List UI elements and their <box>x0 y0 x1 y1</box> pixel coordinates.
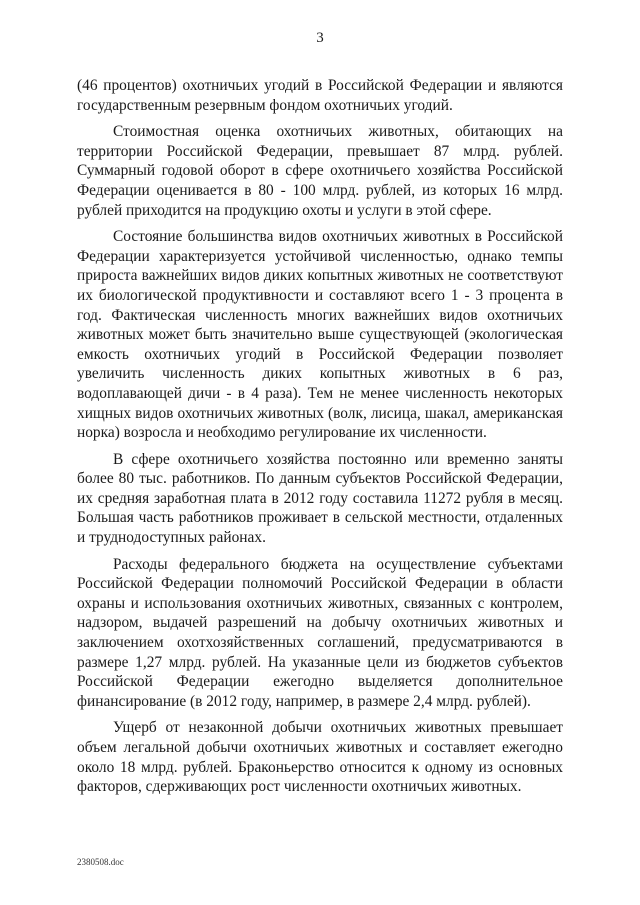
paragraph-continuation: (46 процентов) охотничьих угодий в Российской Федерации и являются государственным резервным фондом охотничьих угодий. <box>77 77 563 114</box>
paragraph-budget-expenses: Расходы федерального бюджета на осуществление субъектами Российской Федерации полномочий Российской Федерации в области охраны и использования охотничьих животных, связанных с контролем, надзором, выдачей разрешений на добычу охотничьих животных и заключением охотхозяйственных соглашений, предусматриваются в размере 1,27 млрд. рублей. На указанные цели из бюджетов субъектов Российской Федерации ежегодно выделяется дополнительное финансирование (в 2012 году, например, в размере 2,4 млрд. рублей). <box>77 555 563 710</box>
paragraph-poaching-damage: Ущерб от незаконной добычи охотничьих животных превышает объем легальной добычи охотничьих животных и составляет ежегодно около 18 млрд. рублей. Браконьерство относится к одному из основных факторов, сдерживающих рост численности охотничьих животных. <box>77 719 563 796</box>
page-number: 3 <box>316 30 324 46</box>
paragraph-valuation: Стоимостная оценка охотничьих животных, обитающих на территории Российской Федерации, превышает 87 млрд. рублей. Суммарный годовой оборот в сфере охотничьего хозяйства Российской Федерации оценивается в 80 - 100 млрд. рублей, из которых 16 млрд. рублей приходится на продукцию охоты и услуги в этой сфере. <box>77 123 563 219</box>
paragraph-employment: В сфере охотничьего хозяйства постоянно или временно заняты более 80 тыс. работников. По данным субъектов Российской Федерации, их средняя заработная плата в 2012 году составила 11272 рубля в месяц. Большая часть работников проживает в сельской местности, отдаленных и труднодоступных районах. <box>77 450 563 547</box>
document-filename: 2380508.doc <box>77 857 124 867</box>
paragraph-population-state: Состояние большинства видов охотничьих животных в Российской Федерации характеризуется устойчивой численностью, однако темпы прироста важнейших видов диких копытных животных не соответствуют их биологической продуктивности и составляют всего 1 - 3 процента в год. Фактическая численность многих важнейших видов охотничьих животных может быть значительно выше существующей (экологическая емкость охотничьих угодий в Российской Федерации позволяет увеличить численность диких копытных животных в 6 раз, водоплавающей дичи - в 4 раза). Тем не менее численность некоторых хищных видов охотничьих животных (волк, лисица, шакал, американская норка) возросла и необходимо регулирование их численности. <box>77 228 563 442</box>
document-body <box>77 76 563 804</box>
